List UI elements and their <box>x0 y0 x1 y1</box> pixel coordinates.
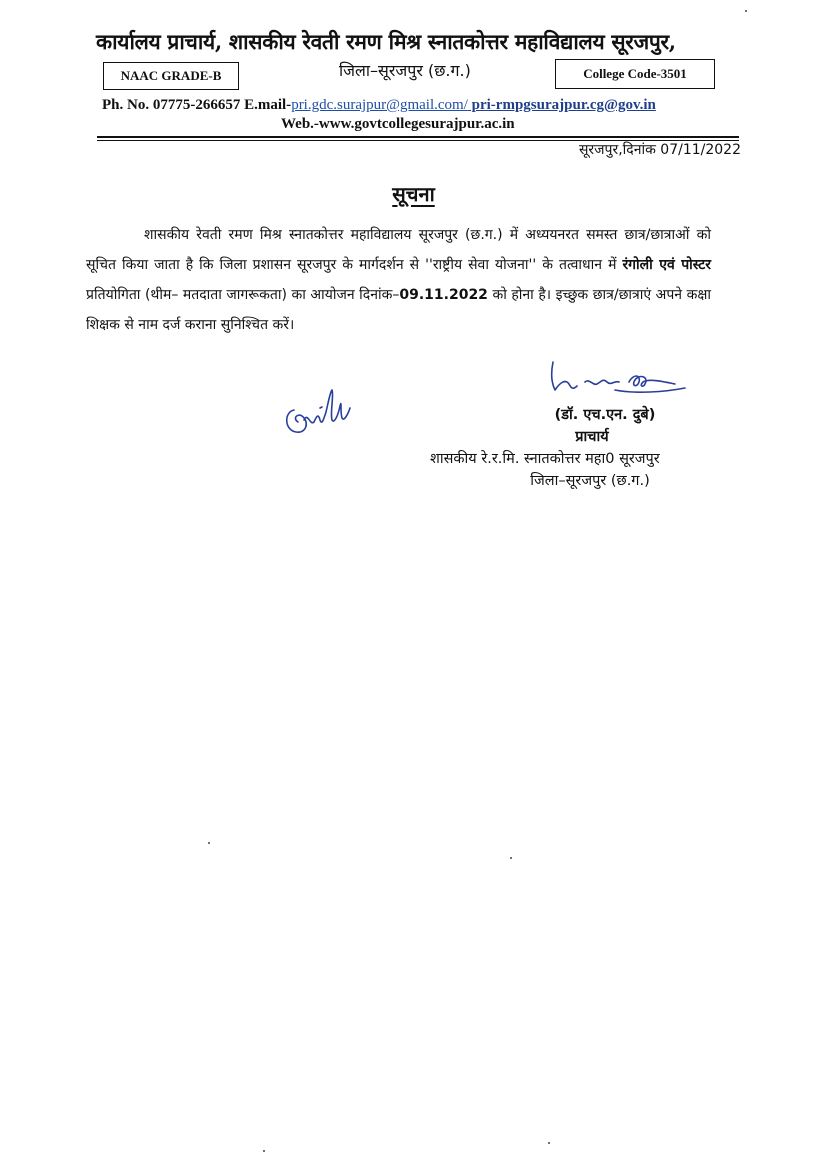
signatory-designation: प्राचार्य <box>575 429 609 445</box>
district-line: जिला–सूरजपुर (छ.ग.) <box>339 61 471 80</box>
college-title: कार्यालय प्राचार्य, शासकीय रेवती रमण मिश्र स्नातकोत्तर महाविद्यालय सूरजपुर, <box>96 29 676 54</box>
initials-signature-icon <box>280 382 356 442</box>
scan-speck <box>263 1150 265 1152</box>
naac-grade-text: NAAC GRADE-B <box>120 68 222 83</box>
contact-line <box>102 97 656 114</box>
scan-speck <box>510 857 512 859</box>
signatory-college: शासकीय रे.र.मि. स्नातकोत्तर महा0 सूरजपुर <box>430 451 660 467</box>
email-label: E.mail- <box>244 97 292 113</box>
notice-body <box>86 220 711 340</box>
signatory-district: जिला–सूरजपुर (छ.ग.) <box>530 473 650 489</box>
header-divider <box>97 136 739 138</box>
notice-heading: सूचना <box>392 182 435 206</box>
signature-block <box>420 404 750 492</box>
email-link-gov[interactable]: pri-rmpgsurajpur.cg@gov.in <box>467 97 656 113</box>
notice-body-date: 09.11.2022 <box>399 287 488 303</box>
college-code-box <box>555 59 715 89</box>
email-link-gmail[interactable]: pri.gdc.surajpur@gmail.com/ <box>291 97 468 113</box>
notice-body-part2: प्रतियोगिता (थीम– मतदाता जागरूकता) का आयोजन दिनांक– <box>86 287 400 303</box>
scan-speck <box>745 10 747 12</box>
college-code-text: College Code-3501 <box>583 66 687 81</box>
notice-body-event: रंगोली एवं पोस्टर <box>622 257 711 273</box>
notice-body-part1: शासकीय रेवती रमण मिश्र स्नातकोत्तर महाविद्यालय सूरजपुर (छ.ग.) में अध्ययनरत समस्त छात्र/छात्राओं को सूचित किया जाता है कि जिला प्रशासन सूरजपुर के मार्गदर्शन से ''राष्ट्रीय सेवा योजना'' के तत्वाधान में <box>86 227 711 273</box>
scan-speck <box>548 1142 550 1144</box>
phone-number: Ph. No. 07775-266657 <box>102 97 241 113</box>
notice-heading-wrap <box>0 180 827 207</box>
principal-signature-icon <box>545 360 690 400</box>
notice-body-part3: को होना है। इच्छुक छात्र/छात्राएं अपने कक्षा शिक्षक से नाम दर्ज कराना सुनिश्चित करें। <box>86 287 711 333</box>
scan-speck <box>208 842 210 844</box>
naac-grade-box <box>103 62 239 90</box>
website-line[interactable]: Web.-www.govtcollegesurajpur.ac.in <box>281 116 515 132</box>
notice-date: सूरजपुर,दिनांक 07/11/2022 <box>578 142 741 158</box>
signatory-name: (डॉ. एच.एन. दुबे) <box>554 407 656 423</box>
